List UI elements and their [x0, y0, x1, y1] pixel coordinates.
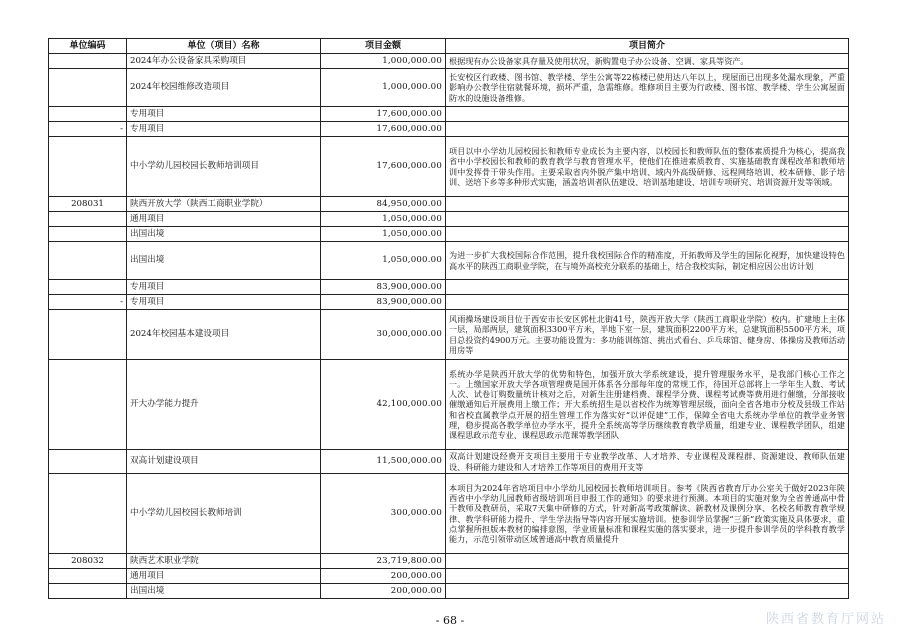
project-name-cell: 专用项目 [127, 280, 321, 295]
project-name-cell: 专用项目 [127, 122, 321, 137]
project-amount-cell: 1,050,000.00 [321, 242, 446, 280]
project-amount-cell: 17,600,000.00 [321, 107, 446, 122]
project-name-cell: 陕西艺术职业学院 [127, 554, 321, 569]
project-description-cell [446, 122, 849, 137]
site-watermark: 陕西省教育厅网站 [765, 612, 886, 627]
table-row [49, 360, 849, 450]
page-number: - 68 - [435, 614, 465, 627]
project-description-cell [446, 295, 849, 310]
project-description-cell: 项目以中小学幼儿园校园长和教师专业成长为主要内容，以校园长和教师队伍的整体素质提升为核心，提高我省中小学校园长和教师的教育教学与教育管理水平，使他们在推进素质教育、实施基础教育课程改革和教师培训中发挥骨干带头作用。主要采取省内外脱产集中培训、域内外高级研修、远程网络培训、校本研修、影子培训、送培下乡等多种形式实施，涵盖培训者队伍建设、培训基地建设、培训专项研究、培训资源开发等领域。 [446, 137, 849, 197]
table-row [49, 212, 849, 227]
table-row [49, 554, 849, 569]
project-description-cell: 系统办学是陕西开放大学的优势和特色，加强开放大学系统建设，提升管理服务水平，是我部门核心工作之一。上缴国家开放大学各项管理费是国开体系各分部每年度的常规工作，待国开总部将上一学年生人数、考试人次、试卷订购数量统计核对之后，对新生注册建档费、课程学分费、课程考试费等费用进行催缴，分部接收催缴通知后开展费用上缴工作；开大系统招生是以省校作为统筹管理层级，面向全省各地市分校及县级工作站和省校直属教学点开展的招生管理工作为落实好“以评促建”工作，保障全省电大系统办学单位的教学业务管理，稳步提高各教学单位办学水平，提升全系统高等学历继续教育教学质量，组建专业、课程教学团队，组建课程思政示范专业、课程思政示范课等教学团队 [446, 360, 849, 450]
project-amount-cell: 23,719,800.00 [321, 554, 446, 569]
project-amount-cell: 1,050,000.00 [321, 227, 446, 242]
unit-code-cell [49, 474, 127, 554]
project-description-cell: 长安校区行政楼、图书馆、教学楼、学生公寓等22栋楼已使用达八年以上，现屋面已出现多处漏水现象，严重影响办公教学住宿就餐环境，损坏严重，急需维修。维修项目主要为行政楼、图书馆、教学楼、学生公寓屋面防水的设施设备维修。 [446, 69, 849, 107]
project-name-cell: 中小学幼儿园校园长教师培训项目 [127, 137, 321, 197]
project-amount-cell: 42,100,000.00 [321, 360, 446, 450]
table-row [49, 569, 849, 584]
budget-table-sheet [48, 38, 848, 599]
project-amount-cell: 1,050,000.00 [321, 212, 446, 227]
unit-code-cell [49, 137, 127, 197]
table-row [49, 584, 849, 599]
project-description-cell: 双高计划建设经费开支项目主要用于专业教学改革、人才培养、专业课程及课程群、资源建设、教师队伍建设、科研能力建设和人才培养工作等项目的费用开支等 [446, 450, 849, 474]
table-row [49, 54, 849, 69]
table-row [49, 310, 849, 360]
table-row [49, 122, 849, 137]
project-description-cell [446, 212, 849, 227]
project-name-cell: 通用项目 [127, 212, 321, 227]
project-name-cell: 2024年校园基本建设项目 [127, 310, 321, 360]
project-amount-cell: 17,600,000.00 [321, 122, 446, 137]
project-amount-cell: 17,600,000.00 [321, 137, 446, 197]
unit-code-cell [49, 107, 127, 122]
table-row [49, 242, 849, 280]
table-row [49, 295, 849, 310]
project-amount-cell: 30,000,000.00 [321, 310, 446, 360]
unit-code-cell: 208032 [49, 554, 127, 569]
project-amount-cell: 300,000.00 [321, 474, 446, 554]
project-name-cell: 专用项目 [127, 295, 321, 310]
table-row [49, 137, 849, 197]
project-amount-cell: 83,900,000.00 [321, 280, 446, 295]
header-project-name: 单位（项目）名称 [127, 39, 321, 54]
unit-code-cell: - [49, 122, 127, 137]
project-amount-cell: 200,000.00 [321, 569, 446, 584]
table-row [49, 69, 849, 107]
header-project-amount: 项目金额 [321, 39, 446, 54]
table-header-row [49, 39, 849, 54]
project-name-cell: 专用项目 [127, 107, 321, 122]
unit-code-cell [49, 584, 127, 599]
project-amount-cell: 84,950,000.00 [321, 197, 446, 212]
table-row [49, 107, 849, 122]
unit-code-cell [49, 310, 127, 360]
project-amount-cell: 1,000,000.00 [321, 69, 446, 107]
project-description-cell [446, 280, 849, 295]
unit-code-cell [49, 280, 127, 295]
project-description-cell: 为进一步扩大我校国际合作范围，提升我校国际合作的精准度，开拓教师及学生的国际化视野，加快建设特色高水平的陕西工商职业学院，在与境外高校充分联系的基础上，结合我校实际，制定相应因公出访计划 [446, 242, 849, 280]
project-name-cell: 出国出境 [127, 227, 321, 242]
table-row [49, 197, 849, 212]
project-description-cell [446, 584, 849, 599]
unit-code-cell [49, 242, 127, 280]
table-row [49, 450, 849, 474]
project-name-cell: 双高计划建设项目 [127, 450, 321, 474]
project-amount-cell: 1,000,000.00 [321, 54, 446, 69]
project-name-cell: 出国出境 [127, 242, 321, 280]
project-amount-cell: 200,000.00 [321, 584, 446, 599]
unit-code-cell [49, 360, 127, 450]
header-unit-code: 单位编码 [49, 39, 127, 54]
project-description-cell [446, 197, 849, 212]
project-name-cell: 陕西开放大学（陕西工商职业学院） [127, 197, 321, 212]
unit-code-cell [49, 227, 127, 242]
budget-table [48, 38, 849, 599]
project-name-cell: 2024年校园维修改造项目 [127, 69, 321, 107]
table-row [49, 474, 849, 554]
unit-code-cell: 208031 [49, 197, 127, 212]
unit-code-cell [49, 569, 127, 584]
project-name-cell: 开大办学能力提升 [127, 360, 321, 450]
project-name-cell: 中小学幼儿园校园长教师培训 [127, 474, 321, 554]
unit-code-cell [49, 69, 127, 107]
project-description-cell: 根据现有办公设备家具存量及使用状况，新购置电子办公设备、空调、家具等资产。 [446, 54, 849, 69]
unit-code-cell [49, 54, 127, 69]
header-project-description: 项目简介 [446, 39, 849, 54]
project-name-cell: 通用项目 [127, 569, 321, 584]
unit-code-cell [49, 450, 127, 474]
project-description-cell [446, 107, 849, 122]
project-amount-cell: 83,900,000.00 [321, 295, 446, 310]
unit-code-cell: - [49, 295, 127, 310]
table-row [49, 227, 849, 242]
project-name-cell: 出国出境 [127, 584, 321, 599]
table-row [49, 280, 849, 295]
unit-code-cell [49, 212, 127, 227]
project-description-cell [446, 227, 849, 242]
project-description-cell [446, 554, 849, 569]
project-description-cell: 风雨操场建设项目位于西安市长安区郭杜北街41号，陕西开放大学（陕西工商职业学院）校内。扩建地上主体一层，局部两层，建筑面积3300平方米，半地下室一层，建筑面积2200平方米，总建筑面积5500平方米，项目总投资约4900万元。主要功能设置为：多功能训练馆、挑出式看台、乒乓球馆、健身房、体操房及教师活动用房等 [446, 310, 849, 360]
project-amount-cell: 11,500,000.00 [321, 450, 446, 474]
project-description-cell [446, 569, 849, 584]
project-description-cell: 本项目为2024年省培项目中小学幼儿园校园长教师培训项目。参考《陕西省教育厅办公室关于做好2023年陕西省中小学幼儿园教师省级培训项目申报工作的通知》的要求进行预测。本项目的实施对象为全省普通高中骨干教师及教研员，采取7天集中研修的方式，针对新高考政策解读、新教材及课例分享、名校名师教育教学规律、教学科研能力提升、学生学法指导等内容开展实施培训。使参训学员掌握“三新”政策实施及具体要求，重点掌握所担版本教材的编排意图，学业质量标准和课程实施的落实要求，进一步提升参训学员的学科教育教学能力，示范引领带动区域普通高中教育质量提升 [446, 474, 849, 554]
project-name-cell: 2024年办公设备家具采购项目 [127, 54, 321, 69]
